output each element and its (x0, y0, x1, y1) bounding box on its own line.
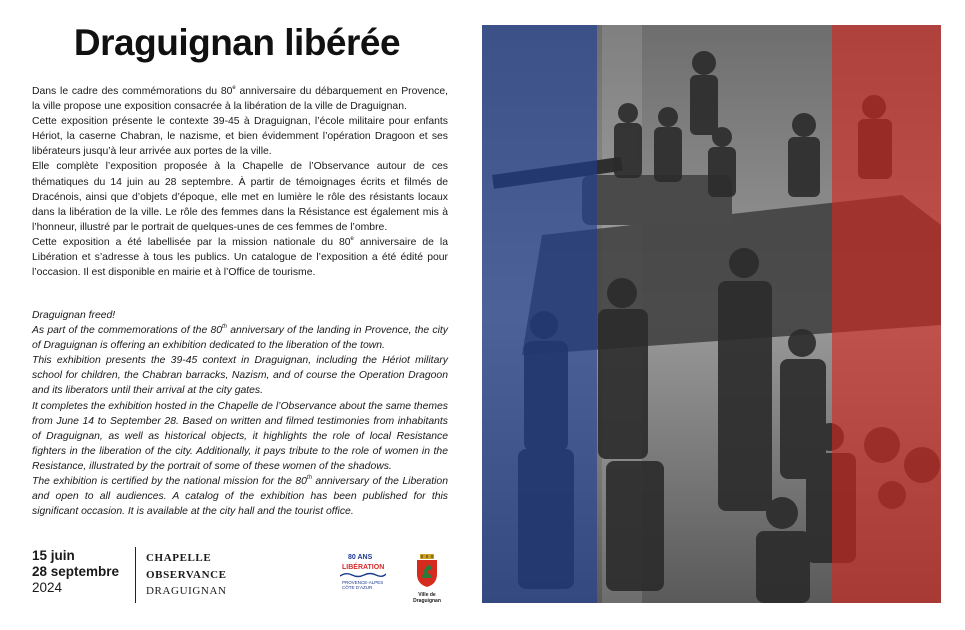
liberation-photo-illustration (482, 25, 941, 603)
coat-of-arms-icon (415, 554, 439, 588)
footer-divider (135, 547, 136, 603)
english-paragraph-4: The exhibition is certified by the national mission for the 80th anniversary of the Liberation and open to all audiences. A catalog of the exhibition has been published for this significant occasion. It is available at the city hall and the tourist office. (32, 475, 448, 518)
city-crest-logo (404, 552, 450, 604)
english-paragraph-1: As part of the commemorations of the 80th anniversary of the landing in Provence, the city of Draguignan is offering an exhibition dedicated to the liberation of the town. (32, 324, 448, 352)
venue-line-3: DRAGUIGNAN (146, 585, 227, 597)
french-paragraph-1: Dans le cadre des commémorations du 80e anniversaire du débarquement en Provence, la ville propose une exposition consacrée à la libération de la ville de Draguignan. (32, 85, 448, 113)
date-start: 15 juin (32, 548, 75, 563)
english-heading: Draguignan freed! (32, 310, 116, 321)
wave-icon (340, 572, 386, 578)
french-paragraph-2: Cette exposition présente le contexte 39-45 à Draguignan, l’école militaire pour enfants Hériot, la caserne Chabran, le nazisme, et bien évidemment l’opération Dragoon et ses libérateurs jusqu’à leur arrivée aux portes de la ville. (32, 116, 448, 158)
french-paragraph-3: Elle complète l’exposition proposée à la Chapelle de l’Observance autour de ces thématiques du 14 juin au 28 septembre. À partir de témoignages écrits et filmés de Dracénois, ainsi que d’objets d’époque, elle met en lumière le rôle des résistants locaux dans la libération de la ville. Le rôle des femmes dans la Résistance est également mis à l’honneur, illustré par le portrait de quelques-unes de ces femmes de l’ombre. (32, 161, 448, 233)
french-paragraph-4: Cette exposition a été labellisée par la mission nationale du 80e anniversaire de la Libération et s’adresse à tous les publics. Un catalogue de l’exposition a été édité pour l’occasion. Il est disponible en mairie et à l’Office de tourisme. (32, 235, 449, 279)
anniv-logo-line-2: LIBÉRATION (342, 564, 385, 571)
english-paragraph-3: It completes the exhibition hosted in the Chapelle de l’Observance about the same themes from June 14 to September 28. Based on written and filmed testimonies from inhabitants of Draguignan, as well as historical objects, it highlights the role of local Resistance fighters in the liberation of the city. Additionally, it pays tribute to the role of women in the Resistance, illustrated by the portrait of some of these women of the shadows. (32, 400, 448, 472)
city-caption: Ville de Draguignan (413, 592, 441, 604)
anniv-logo-line-3: PROVENCE-ALPES CÔTE D’AZUR (342, 580, 384, 590)
english-paragraph-2: This exhibition presents the 39-45 context in Draguignan, including the Hériot military school for children, the Chabran barracks, Nazism, and of course the Operation Dragoon and its liberators until their arrival at the city gates. (32, 355, 448, 397)
exhibition-dates (32, 548, 119, 596)
date-year: 2024 (32, 580, 63, 595)
tricolor-photo (482, 25, 941, 603)
venue-line-1: CHAPELLE (146, 552, 212, 564)
anniv-logo-line-1: 80 ANS (348, 554, 373, 561)
date-end: 28 septembre (32, 564, 120, 579)
english-text (32, 308, 448, 519)
page-title: Draguignan libérée (73, 22, 401, 63)
venue-line-2: OBSERVANCE (146, 568, 227, 581)
liberation-80-logo (340, 552, 388, 600)
venue (146, 550, 227, 600)
french-text (32, 84, 448, 280)
